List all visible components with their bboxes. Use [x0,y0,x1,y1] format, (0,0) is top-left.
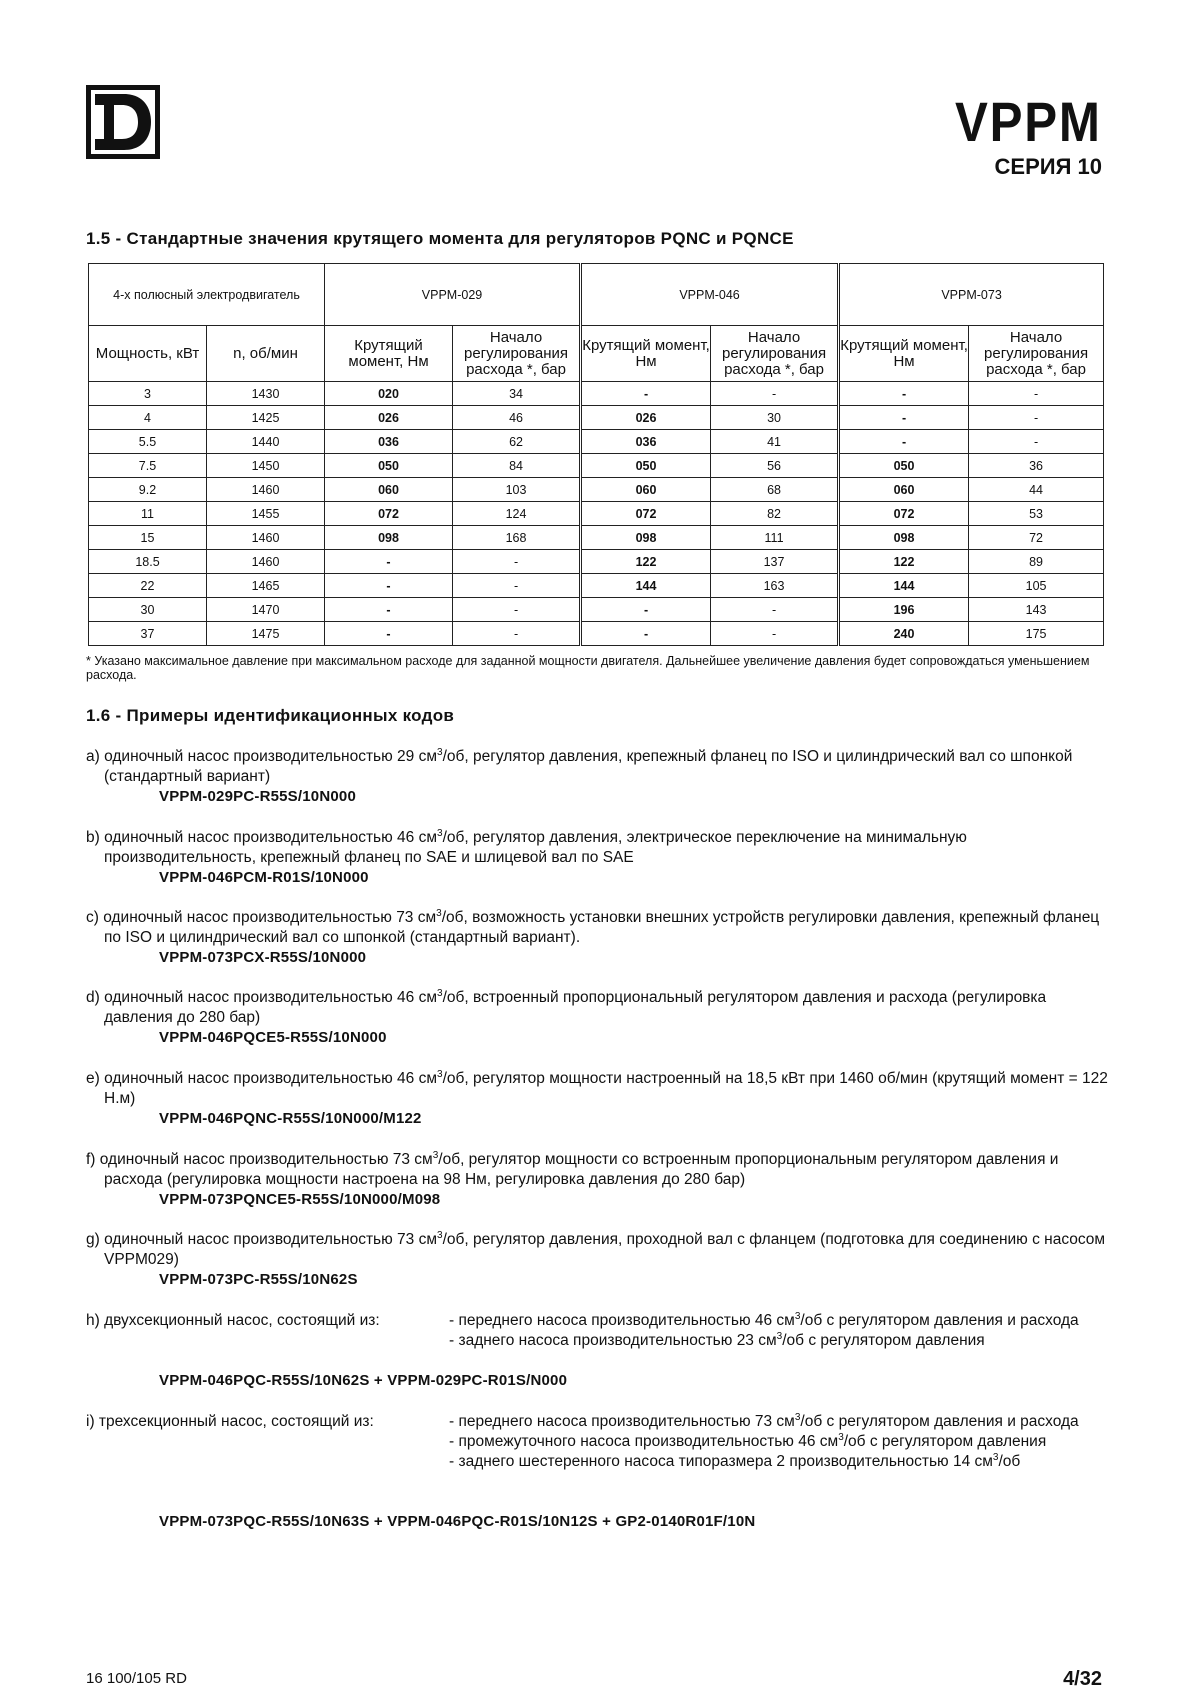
table-cell: - [453,550,581,574]
example-code: VPPM-073PCX-R55S/10N000 [159,949,367,966]
table-cell: 82 [711,502,839,526]
column-header-torque: Крутящий момент, Нм [839,326,969,382]
example-b: b) одиночный насос производительностью 46 $см^3/об$, регулятор давления, электрическое переключение на минимальную производительность, крепежный фланец по SAE и шлицевой вал по SAE VPPM-046PCM-R01S/10N000 [86,828,1116,888]
table-cell: - [711,598,839,622]
example-code: VPPM-029PC-R55S/10N000 [159,788,356,805]
table-cell: 36 [969,454,1104,478]
table-cell: 122 [839,550,969,574]
table-cell: 1460 [207,526,325,550]
table-cell: 072 [839,502,969,526]
series-subtitle: СЕРИЯ 10 [994,154,1102,179]
example-g: g) одиночный насос производительностью 73 $см^3/об$, регулятор давления, проходной вал с фланцем (подготовка для соединению с насосом VPPM029) VPPM-073PC-R55S/10N62S [86,1230,1116,1290]
table-cell: 89 [969,550,1104,574]
table-cell: 1465 [207,574,325,598]
table-cell: 11 [89,502,207,526]
table-cell: 098 [581,526,711,550]
table-cell: 22 [89,574,207,598]
column-header-torque: Крутящий момент, Нм [581,326,711,382]
example-text: f) одиночный насос производительностью 73 см [86,1151,433,1168]
series-title: VPPM [955,90,1102,153]
example-text: /об, возможность установки внешних устройств регулировки давления, крепежный фланец по ISO и цилиндрический вал со шпонкой (стандартный вариант). [104,909,1100,946]
table-footnote: * Указано максимальное давление при максимальном расходе для заданной мощности двигателя. Дальнейшее увеличение давления будет сопровождаться уменьшением расхода. [86,654,1090,682]
table-cell: 30 [711,406,839,430]
column-header-start: Начало регулирования расхода *, бар [453,326,581,382]
example-code: VPPM-046PQC-R55S/10N62S + VPPM-029PC-R01S/N000 [159,1372,568,1389]
table-cell: 122 [581,550,711,574]
example-i [86,1412,1116,1532]
table-cell: 9.2 [89,478,207,502]
table-cell: - [839,430,969,454]
table-cell: - [325,574,453,598]
table-cell: 072 [325,502,453,526]
column-header-rpm: n, об/мин [207,326,325,382]
table-cell: 72 [969,526,1104,550]
table-cell: 060 [325,478,453,502]
table-cell: 30 [89,598,207,622]
table-row [89,406,1104,430]
example-a: a) одиночный насос производительностью 29 $см^3/об$, регулятор давления, крепежный фланец по ISO и цилиндрический вал со шпонкой (стандартный вариант) VPPM-029PC-R55S/10N000 [86,747,1116,807]
table-cell: 1460 [207,478,325,502]
column-header-torque: Крутящий момент, Нм [325,326,453,382]
table-cell: 1460 [207,550,325,574]
table-cell: 240 [839,622,969,646]
table-cell: 020 [325,382,453,406]
table-row [89,550,1104,574]
column-header-start: Начало регулирования расхода *, бар [711,326,839,382]
table-cell: 163 [711,574,839,598]
table-cell: - [581,382,711,406]
component-item: - заднего шестеренного насоса типоразмера 2 производительностью 14 $см^3/об$ [449,1452,1021,1470]
component-item: - промежуточного насоса производительностью 46 $см^3/об$ с регулятором давления [449,1432,1047,1450]
table-cell: 137 [711,550,839,574]
table-cell: 1450 [207,454,325,478]
table-cell: 143 [969,598,1104,622]
example-code: VPPM-073PQC-R55S/10N63S + VPPM-046PQC-R01S/10N12S + GP2-0140R01F/10N [159,1513,756,1530]
table-cell: - [581,598,711,622]
table-row [89,478,1104,502]
example-text: /об, регулятор давления, крепежный фланец по ISO и цилиндрический вал со шпонкой (стандартный вариант) [104,748,1073,785]
table-row [89,526,1104,550]
table-cell: 036 [325,430,453,454]
table-row [89,454,1104,478]
example-text: /об, регулятор мощности со встроенным пропорциональным регулятором давления и расхода (регулировка мощности настроена на 98 Нм, регулировка давления до 280 бар) [104,1151,1059,1188]
table-cell: 15 [89,526,207,550]
table-cell: - [325,598,453,622]
example-text: b) одиночный насос производительностью 46 см [86,829,438,846]
table-cell: - [711,382,839,406]
section-1-6-title: 1.6 - Примеры идентификационных кодов [86,706,455,725]
model-header: VPPM-029 [325,264,581,326]
table-cell: - [969,406,1104,430]
table-cell: 62 [453,430,581,454]
table-cell: 072 [581,502,711,526]
table-cell: 53 [969,502,1104,526]
table-row [89,622,1104,646]
column-header-power: Мощность, кВт [89,326,207,382]
example-text: /об, регулятор давления, электрическое переключение на минимальную производительность, крепежный фланец по SAE и шлицевой вал по SAE [104,829,967,866]
example-label: h) двухсекционный насос, состоящий из: [86,1312,380,1329]
table-cell: 026 [581,406,711,430]
table-cell: 68 [711,478,839,502]
company-logo [86,85,160,159]
table-cell: 7.5 [89,454,207,478]
page-number: 4/32 [1063,1668,1102,1690]
model-header: VPPM-046 [581,264,839,326]
table-cell: 5.5 [89,430,207,454]
table-cell: 1430 [207,382,325,406]
table-cell: - [711,622,839,646]
example-label: i) трехсекционный насос, состоящий из: [86,1413,374,1430]
table-cell: 050 [325,454,453,478]
table-cell: 1470 [207,598,325,622]
table-cell: 098 [325,526,453,550]
example-h [86,1311,1116,1391]
table-row [89,598,1104,622]
table-cell: - [839,382,969,406]
table-cell: 18.5 [89,550,207,574]
example-text: /об, регулятор мощности настроенный на 18,5 кВт при 1460 об/мин (крутящий момент = 122 Н.м) [104,1070,1108,1107]
table-cell: 144 [581,574,711,598]
table-cell: 036 [581,430,711,454]
component-item: - переднего насоса производительностью 73 $см^3/об$ с регулятором давления и расхода [449,1412,1079,1430]
table-cell: - [839,406,969,430]
table-cell: - [453,598,581,622]
example-text: /об, встроенный пропорциональный регулятором давления и расхода (регулировка давления до 280 бар) [104,989,1047,1026]
example-text: e) одиночный насос производительностью 46 см [86,1070,438,1087]
table-cell: 103 [453,478,581,502]
document-number: 16 100/105 RD [86,1670,187,1687]
section-1-5-title: 1.5 - Стандартные значения крутящего момента для регуляторов PQNC и PQNCE [86,229,794,248]
table-row [89,430,1104,454]
example-c: c) одиночный насос производительностью 73 $см^3/об$, возможность установки внешних устройств регулировки давления, крепежный фланец по ISO и цилиндрический вал со шпонкой (стандартный вариант). VPPM-073PCX-R55S/10N000 [86,908,1116,968]
example-code: VPPM-073PQNCE5-R55S/10N000/M098 [159,1191,441,1208]
example-e: e) одиночный насос производительностью 46 $см^3/об$, регулятор мощности настроенный на 18,5 кВт при 1460 об/мин (крутящий момент = 122 Н.м) VPPM-046PQNC-R55S/10N000/M122 [86,1069,1116,1129]
example-code: VPPM-046PCM-R01S/10N000 [159,869,369,886]
table-cell: 060 [839,478,969,502]
table-cell: 050 [839,454,969,478]
table-cell: - [325,550,453,574]
table-cell: 1440 [207,430,325,454]
table-cell: - [969,430,1104,454]
table-cell: 4 [89,406,207,430]
example-text: /об, регулятор давления, проходной вал с фланцем (подготовка для соединению с насосом VPPM029) [104,1231,1106,1268]
table-cell: - [969,382,1104,406]
table-cell: 124 [453,502,581,526]
example-text: g) одиночный насос производительностью 73 см [86,1231,438,1248]
table-cell: 34 [453,382,581,406]
table-row [89,502,1104,526]
example-code: VPPM-073PC-R55S/10N62S [159,1271,358,1288]
table-cell: 175 [969,622,1104,646]
table-row [89,574,1104,598]
table-cell: 46 [453,406,581,430]
table-cell: 105 [969,574,1104,598]
example-text: c) одиночный насос производительностью 73 см [86,909,437,926]
table-cell: 098 [839,526,969,550]
table-cell: 56 [711,454,839,478]
model-header: VPPM-073 [839,264,1104,326]
table-cell: 1475 [207,622,325,646]
table-cell: 050 [581,454,711,478]
example-text: a) одиночный насос производительностью 29 см [86,748,438,765]
table-cell: 168 [453,526,581,550]
table-cell: - [325,622,453,646]
table-cell: - [581,622,711,646]
component-item: - заднего насоса производительностью 23 $см^3/об$ с регулятором давления [449,1331,985,1349]
table-cell: 84 [453,454,581,478]
table-cell: 026 [325,406,453,430]
motor-group-header: 4-х полюсный электродвигатель [89,264,325,326]
table-cell: 1455 [207,502,325,526]
table-cell: 3 [89,382,207,406]
torque-table [88,263,1104,646]
table-cell: 37 [89,622,207,646]
table-cell: 060 [581,478,711,502]
table-cell: 44 [969,478,1104,502]
table-cell: 111 [711,526,839,550]
example-d: d) одиночный насос производительностью 46 $см^3/об$, встроенный пропорциональный регулятором давления и расхода (регулировка давления до 280 бар) VPPM-046PQCE5-R55S/10N000 [86,988,1116,1048]
table-cell: 144 [839,574,969,598]
table-cell: 41 [711,430,839,454]
example-code: VPPM-046PQNC-R55S/10N000/M122 [159,1110,422,1127]
example-code: VPPM-046PQCE5-R55S/10N000 [159,1029,387,1046]
table-cell: - [453,622,581,646]
table-cell: 1425 [207,406,325,430]
column-header-start: Начало регулирования расхода *, бар [969,326,1104,382]
table-cell: - [453,574,581,598]
example-text: d) одиночный насос производительностью 46 см [86,989,438,1006]
table-row [89,382,1104,406]
component-item: - переднего насоса производительностью 46 $см^3/об$ с регулятором давления и расхода [449,1311,1079,1329]
table-cell: 196 [839,598,969,622]
example-f: f) одиночный насос производительностью 73 $см^3/об$, регулятор мощности со встроенным пропорциональным регулятором давления и расхода (регулировка мощности настроена на 98 Нм, регулировка давления до 280 бар) VPPM-073PQNCE5-R55S/10N000/M098 [86,1150,1116,1210]
